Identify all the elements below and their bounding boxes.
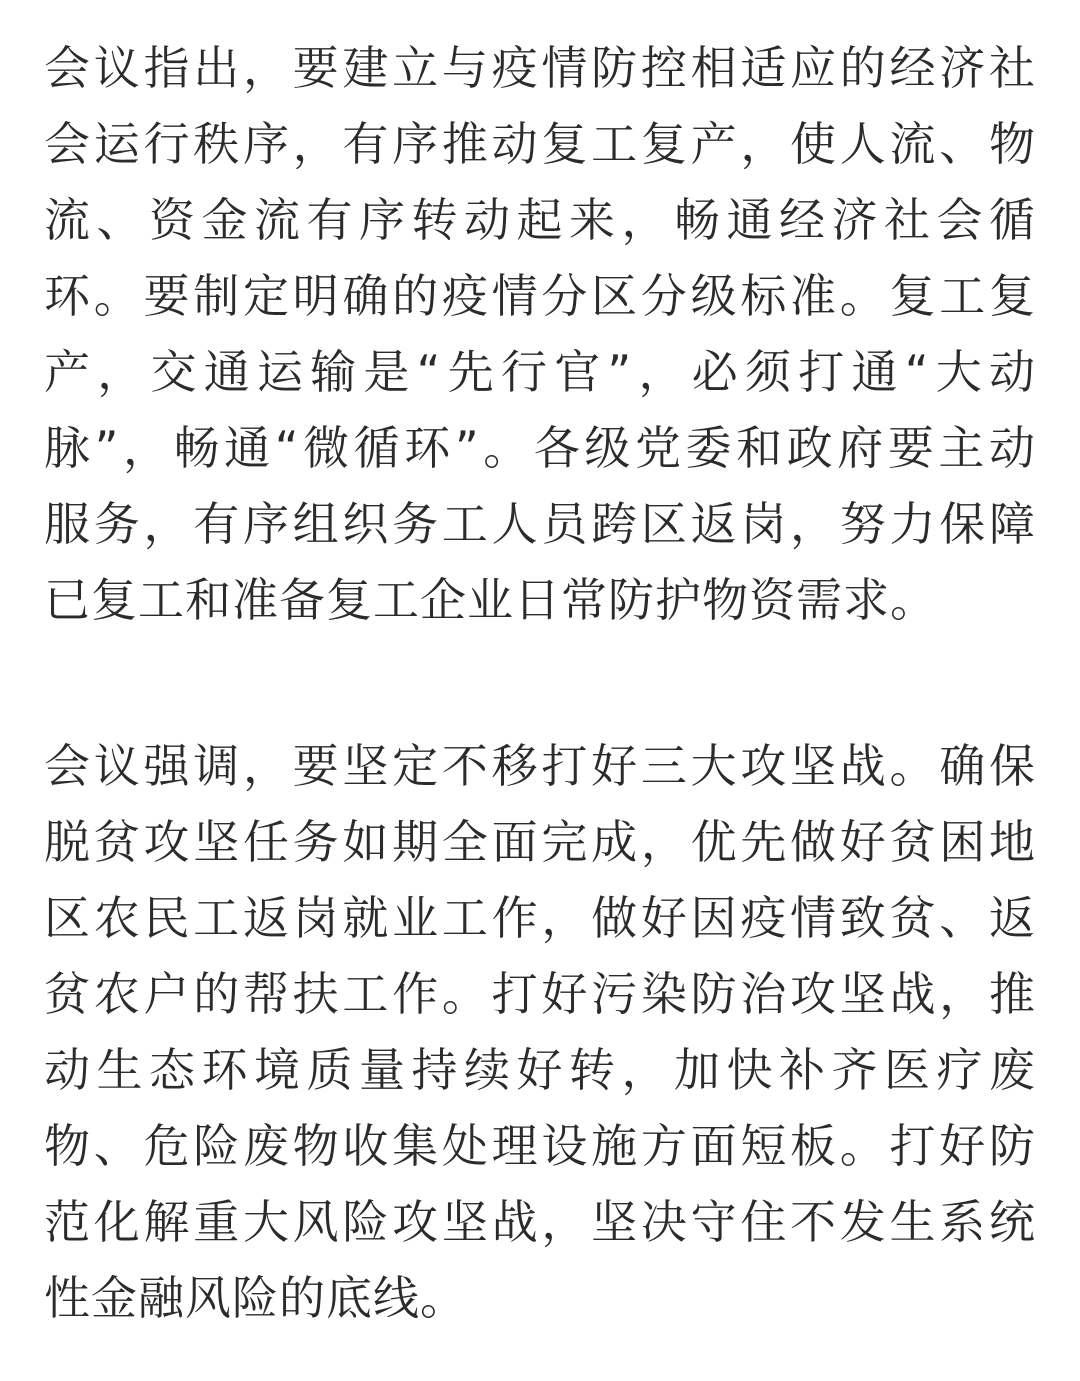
paragraph-1-line-5: 产，交通运输是“先行官”，必须打通“大动 bbox=[44, 345, 1036, 399]
paragraph-2-line-2: 脱贫攻坚任务如期全面完成，优先做好贫困地 bbox=[44, 815, 1036, 869]
paragraph-1-line-2: 会运行秩序，有序推动复工复产，使人流、物 bbox=[44, 117, 1036, 171]
paragraph-2-line-6: 物、危险废物收集处理设施方面短板。打好防 bbox=[44, 1119, 1036, 1173]
paragraph-1-line-8: 已复工和准备复工企业日常防护物资需求。 bbox=[44, 573, 937, 627]
paragraph-1-line-4: 环。要制定明确的疫情分区分级标准。复工复 bbox=[44, 269, 1036, 323]
paragraph-1-line-6: 脉”，畅通“微循环”。各级党委和政府要主动 bbox=[44, 421, 1036, 475]
paragraph-2-line-7: 范化解重大风险攻坚战，坚决守住不发生系统 bbox=[44, 1195, 1036, 1249]
paragraph-1-line-7: 服务，有序组织务工人员跨区返岗，努力保障 bbox=[44, 497, 1036, 551]
paragraph-2-line-5: 动生态环境质量持续好转，加快补齐医疗废 bbox=[44, 1043, 1036, 1097]
paragraph-1-line-1: 会议指出，要建立与疫情防控相适应的经济社 bbox=[44, 41, 1036, 95]
paragraph-2-line-4: 贫农户的帮扶工作。打好污染防治攻坚战，推 bbox=[44, 967, 1036, 1021]
paragraph-1-line-3: 流、资金流有序转动起来，畅通经济社会循 bbox=[44, 193, 1036, 247]
paragraph-2-line-3: 区农民工返岗就业工作，做好因疫情致贫、返 bbox=[44, 891, 1036, 945]
paragraph-2-line-1: 会议强调，要坚定不移打好三大攻坚战。确保 bbox=[44, 739, 1036, 793]
paragraph-2-line-8: 性金融风险的底线。 bbox=[44, 1271, 467, 1325]
